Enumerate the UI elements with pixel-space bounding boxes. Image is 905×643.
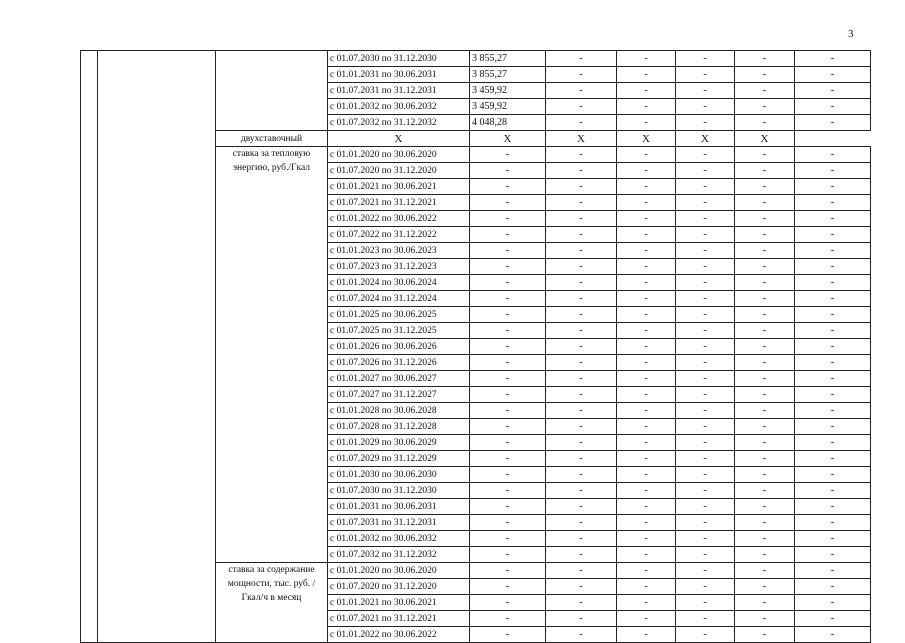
- dash-cell: -: [470, 291, 546, 307]
- dash-cell: -: [795, 291, 871, 307]
- period-cell: с 01.07.2028 по 31.12.2028: [328, 419, 470, 435]
- period-cell: с 01.01.2025 по 30.06.2025: [328, 307, 470, 323]
- blank-col-3: [216, 51, 328, 131]
- dash-cell: -: [676, 627, 735, 643]
- dash-cell: -: [735, 595, 795, 611]
- dash-cell: -: [795, 579, 871, 595]
- dash-cell: -: [795, 259, 871, 275]
- dash-cell: -: [617, 339, 676, 355]
- dash-cell: -: [795, 51, 871, 67]
- dash-cell: -: [546, 611, 617, 627]
- dash-cell: -: [546, 227, 617, 243]
- period-cell: с 01.07.2021 по 31.12.2021: [328, 611, 470, 627]
- period-cell: с 01.01.2023 по 30.06.2023: [328, 243, 470, 259]
- x-cell: X: [546, 131, 617, 147]
- dash-cell: -: [676, 451, 735, 467]
- dash-cell: -: [735, 291, 795, 307]
- dash-cell: -: [546, 563, 617, 579]
- dash-cell: -: [735, 563, 795, 579]
- dash-cell: -: [617, 275, 676, 291]
- dash-cell: -: [676, 99, 735, 115]
- dash-cell: -: [470, 259, 546, 275]
- dash-cell: -: [617, 51, 676, 67]
- dash-cell: -: [617, 147, 676, 163]
- dash-cell: -: [617, 115, 676, 131]
- dash-cell: -: [735, 355, 795, 371]
- dash-cell: -: [735, 483, 795, 499]
- period-cell: с 01.07.2030 по 31.12.2030: [328, 51, 470, 67]
- dash-cell: -: [676, 355, 735, 371]
- period-cell: с 01.07.2032 по 31.12.2032: [328, 547, 470, 563]
- dash-cell: -: [546, 579, 617, 595]
- dash-cell: -: [735, 115, 795, 131]
- dash-cell: -: [735, 419, 795, 435]
- dash-cell: -: [617, 547, 676, 563]
- dash-cell: -: [470, 339, 546, 355]
- dash-cell: -: [676, 179, 735, 195]
- dash-cell: -: [676, 611, 735, 627]
- dash-cell: -: [735, 579, 795, 595]
- dash-cell: -: [676, 307, 735, 323]
- dash-cell: -: [795, 627, 871, 643]
- dash-cell: -: [546, 291, 617, 307]
- two-part-label: двухставочный: [216, 131, 328, 147]
- dash-cell: -: [676, 403, 735, 419]
- dash-cell: -: [617, 307, 676, 323]
- dash-cell: -: [470, 323, 546, 339]
- period-cell: с 01.01.2021 по 30.06.2021: [328, 595, 470, 611]
- dash-cell: -: [735, 83, 795, 99]
- period-cell: с 01.01.2022 по 30.06.2022: [328, 211, 470, 227]
- dash-cell: -: [735, 323, 795, 339]
- period-cell: с 01.07.2025 по 31.12.2025: [328, 323, 470, 339]
- dash-cell: -: [546, 211, 617, 227]
- dash-cell: -: [470, 275, 546, 291]
- dash-cell: -: [546, 547, 617, 563]
- dash-cell: -: [676, 531, 735, 547]
- dash-cell: -: [617, 579, 676, 595]
- dash-cell: -: [676, 67, 735, 83]
- dash-cell: -: [676, 147, 735, 163]
- dash-cell: -: [795, 371, 871, 387]
- dash-cell: -: [546, 627, 617, 643]
- period-cell: с 01.01.2027 по 30.06.2027: [328, 371, 470, 387]
- dash-cell: -: [470, 515, 546, 531]
- dash-cell: -: [676, 83, 735, 99]
- dash-cell: -: [617, 387, 676, 403]
- dash-cell: -: [735, 307, 795, 323]
- x-cell: X: [328, 131, 470, 147]
- dash-cell: -: [546, 339, 617, 355]
- dash-cell: -: [470, 467, 546, 483]
- period-cell: с 01.07.2027 по 31.12.2027: [328, 387, 470, 403]
- dash-cell: -: [795, 355, 871, 371]
- dash-cell: -: [795, 195, 871, 211]
- dash-cell: -: [546, 307, 617, 323]
- dash-cell: -: [735, 51, 795, 67]
- blank-col-1: [81, 51, 98, 643]
- capacity-rate-label: ставка за содержание мощности, тыс. руб. /Гкал/ч в месяц: [216, 563, 328, 643]
- dash-cell: -: [617, 371, 676, 387]
- dash-cell: -: [676, 371, 735, 387]
- x-cell: X: [676, 131, 735, 147]
- dash-cell: -: [735, 547, 795, 563]
- dash-cell: -: [676, 259, 735, 275]
- dash-cell: -: [735, 435, 795, 451]
- dash-cell: -: [795, 323, 871, 339]
- dash-cell: -: [546, 387, 617, 403]
- dash-cell: -: [470, 163, 546, 179]
- dash-cell: -: [735, 195, 795, 211]
- period-cell: с 01.01.2020 по 30.06.2020: [328, 563, 470, 579]
- dash-cell: -: [617, 163, 676, 179]
- dash-cell: -: [795, 531, 871, 547]
- dash-cell: -: [676, 243, 735, 259]
- dash-cell: -: [617, 99, 676, 115]
- period-cell: с 01.07.2031 по 31.12.2031: [328, 83, 470, 99]
- dash-cell: -: [617, 83, 676, 99]
- dash-cell: -: [617, 259, 676, 275]
- dash-cell: -: [470, 147, 546, 163]
- dash-cell: -: [735, 515, 795, 531]
- dash-cell: -: [795, 403, 871, 419]
- dash-cell: -: [546, 99, 617, 115]
- dash-cell: -: [795, 467, 871, 483]
- dash-cell: -: [735, 243, 795, 259]
- dash-cell: -: [735, 627, 795, 643]
- dash-cell: -: [470, 627, 546, 643]
- tariff-value-cell: 3 855,27: [470, 51, 546, 67]
- dash-cell: -: [676, 195, 735, 211]
- dash-cell: -: [617, 563, 676, 579]
- dash-cell: -: [676, 275, 735, 291]
- dash-cell: -: [735, 371, 795, 387]
- period-cell: с 01.01.2032 по 30.06.2032: [328, 99, 470, 115]
- dash-cell: -: [470, 243, 546, 259]
- dash-cell: -: [470, 499, 546, 515]
- dash-cell: -: [795, 419, 871, 435]
- dash-cell: -: [617, 195, 676, 211]
- x-cell: X: [617, 131, 676, 147]
- dash-cell: -: [735, 387, 795, 403]
- period-cell: с 01.01.2021 по 30.06.2021: [328, 179, 470, 195]
- dash-cell: -: [676, 291, 735, 307]
- x-cell: X: [735, 131, 795, 147]
- period-cell: с 01.01.2032 по 30.06.2032: [328, 531, 470, 547]
- dash-cell: -: [470, 563, 546, 579]
- dash-cell: -: [676, 339, 735, 355]
- dash-cell: -: [470, 403, 546, 419]
- dash-cell: -: [546, 483, 617, 499]
- dash-cell: -: [546, 355, 617, 371]
- dash-cell: -: [546, 595, 617, 611]
- dash-cell: -: [735, 259, 795, 275]
- x-cell: X: [470, 131, 546, 147]
- dash-cell: -: [617, 211, 676, 227]
- dash-cell: -: [676, 515, 735, 531]
- dash-cell: -: [470, 227, 546, 243]
- dash-cell: -: [735, 227, 795, 243]
- dash-cell: -: [470, 451, 546, 467]
- dash-cell: -: [617, 419, 676, 435]
- dash-cell: -: [676, 579, 735, 595]
- dash-cell: -: [795, 147, 871, 163]
- period-cell: с 01.07.2020 по 31.12.2020: [328, 163, 470, 179]
- dash-cell: -: [546, 243, 617, 259]
- dash-cell: -: [470, 371, 546, 387]
- dash-cell: -: [676, 51, 735, 67]
- dash-cell: -: [735, 147, 795, 163]
- dash-cell: -: [546, 467, 617, 483]
- dash-cell: -: [470, 531, 546, 547]
- dash-cell: -: [795, 163, 871, 179]
- dash-cell: -: [546, 259, 617, 275]
- tariff-value-cell: 3 459,92: [470, 83, 546, 99]
- dash-cell: -: [795, 179, 871, 195]
- dash-cell: -: [617, 499, 676, 515]
- dash-cell: -: [470, 307, 546, 323]
- dash-cell: -: [470, 595, 546, 611]
- period-cell: с 01.01.2029 по 30.06.2029: [328, 435, 470, 451]
- dash-cell: -: [617, 227, 676, 243]
- dash-cell: -: [676, 499, 735, 515]
- dash-cell: -: [617, 243, 676, 259]
- dash-cell: -: [676, 163, 735, 179]
- dash-cell: -: [795, 499, 871, 515]
- dash-cell: -: [795, 435, 871, 451]
- dash-cell: -: [470, 579, 546, 595]
- period-cell: с 01.01.2024 по 30.06.2024: [328, 275, 470, 291]
- dash-cell: -: [795, 563, 871, 579]
- period-cell: с 01.07.2029 по 31.12.2029: [328, 451, 470, 467]
- period-cell: с 01.01.2031 по 30.06.2031: [328, 67, 470, 83]
- dash-cell: -: [735, 499, 795, 515]
- dash-cell: -: [546, 275, 617, 291]
- dash-cell: -: [617, 355, 676, 371]
- dash-cell: -: [795, 67, 871, 83]
- dash-cell: -: [735, 339, 795, 355]
- dash-cell: -: [795, 595, 871, 611]
- dash-cell: -: [795, 227, 871, 243]
- tariff-value-cell: 4 048,28: [470, 115, 546, 131]
- dash-cell: -: [546, 83, 617, 99]
- dash-cell: -: [795, 99, 871, 115]
- dash-cell: -: [795, 307, 871, 323]
- dash-cell: -: [795, 275, 871, 291]
- dash-cell: -: [617, 435, 676, 451]
- dash-cell: -: [676, 115, 735, 131]
- dash-cell: -: [470, 483, 546, 499]
- dash-cell: -: [546, 163, 617, 179]
- dash-cell: -: [735, 531, 795, 547]
- dash-cell: -: [546, 403, 617, 419]
- dash-cell: -: [735, 451, 795, 467]
- period-cell: с 01.07.2031 по 31.12.2031: [328, 515, 470, 531]
- dash-cell: -: [546, 499, 617, 515]
- dash-cell: -: [676, 227, 735, 243]
- dash-cell: -: [617, 67, 676, 83]
- dash-cell: -: [795, 339, 871, 355]
- dash-cell: -: [546, 195, 617, 211]
- dash-cell: -: [735, 67, 795, 83]
- dash-cell: -: [676, 563, 735, 579]
- dash-cell: -: [617, 515, 676, 531]
- period-cell: с 01.07.2024 по 31.12.2024: [328, 291, 470, 307]
- period-cell: с 01.01.2030 по 30.06.2030: [328, 467, 470, 483]
- dash-cell: -: [795, 115, 871, 131]
- dash-cell: -: [546, 323, 617, 339]
- dash-cell: -: [617, 595, 676, 611]
- tariff-table: [80, 50, 871, 643]
- dash-cell: -: [617, 467, 676, 483]
- dash-cell: -: [470, 547, 546, 563]
- dash-cell: -: [735, 99, 795, 115]
- dash-cell: -: [546, 67, 617, 83]
- dash-cell: -: [546, 515, 617, 531]
- dash-cell: -: [795, 387, 871, 403]
- dash-cell: -: [795, 211, 871, 227]
- dash-cell: -: [795, 483, 871, 499]
- dash-cell: -: [546, 419, 617, 435]
- dash-cell: -: [617, 611, 676, 627]
- dash-cell: -: [546, 179, 617, 195]
- period-cell: с 01.07.2020 по 31.12.2020: [328, 579, 470, 595]
- dash-cell: -: [617, 323, 676, 339]
- dash-cell: -: [546, 531, 617, 547]
- dash-cell: -: [546, 115, 617, 131]
- dash-cell: -: [470, 211, 546, 227]
- period-cell: с 01.07.2032 по 31.12.2032: [328, 115, 470, 131]
- period-cell: с 01.01.2026 по 30.06.2026: [328, 339, 470, 355]
- period-cell: с 01.07.2023 по 31.12.2023: [328, 259, 470, 275]
- dash-cell: -: [617, 179, 676, 195]
- dash-cell: -: [546, 147, 617, 163]
- dash-cell: -: [676, 547, 735, 563]
- period-cell: с 01.07.2021 по 31.12.2021: [328, 195, 470, 211]
- dash-cell: -: [470, 179, 546, 195]
- period-cell: с 01.01.2022 по 30.06.2022: [328, 627, 470, 643]
- dash-cell: -: [470, 195, 546, 211]
- dash-cell: -: [617, 531, 676, 547]
- dash-cell: -: [470, 435, 546, 451]
- dash-cell: -: [676, 419, 735, 435]
- period-cell: с 01.01.2031 по 30.06.2031: [328, 499, 470, 515]
- period-cell: с 01.07.2026 по 31.12.2026: [328, 355, 470, 371]
- dash-cell: -: [617, 291, 676, 307]
- dash-cell: -: [617, 451, 676, 467]
- heat-rate-label: ставка за тепловую энергию, руб./Гкал: [216, 147, 328, 563]
- dash-cell: -: [735, 179, 795, 195]
- dash-cell: -: [795, 83, 871, 99]
- dash-cell: -: [617, 403, 676, 419]
- dash-cell: -: [795, 515, 871, 531]
- period-cell: с 01.01.2028 по 30.06.2028: [328, 403, 470, 419]
- dash-cell: -: [617, 483, 676, 499]
- tariff-value-cell: 3 855,27: [470, 67, 546, 83]
- period-cell: с 01.07.2022 по 31.12.2022: [328, 227, 470, 243]
- dash-cell: -: [735, 611, 795, 627]
- dash-cell: -: [676, 595, 735, 611]
- dash-cell: -: [676, 467, 735, 483]
- dash-cell: -: [470, 611, 546, 627]
- dash-cell: -: [470, 355, 546, 371]
- page-number: 3: [848, 28, 854, 40]
- dash-cell: -: [676, 483, 735, 499]
- dash-cell: -: [735, 467, 795, 483]
- period-cell: с 01.01.2020 по 30.06.2020: [328, 147, 470, 163]
- dash-cell: -: [546, 51, 617, 67]
- dash-cell: -: [470, 387, 546, 403]
- tariff-value-cell: 3 459,92: [470, 99, 546, 115]
- dash-cell: -: [795, 547, 871, 563]
- dash-cell: -: [470, 419, 546, 435]
- dash-cell: -: [676, 323, 735, 339]
- dash-cell: -: [735, 275, 795, 291]
- blank-col-2: [98, 51, 216, 643]
- table-row: [81, 51, 871, 67]
- dash-cell: -: [735, 211, 795, 227]
- dash-cell: -: [546, 371, 617, 387]
- dash-cell: -: [795, 611, 871, 627]
- dash-cell: -: [735, 403, 795, 419]
- dash-cell: -: [795, 243, 871, 259]
- dash-cell: -: [676, 435, 735, 451]
- dash-cell: -: [795, 451, 871, 467]
- period-cell: с 01.07.2030 по 31.12.2030: [328, 483, 470, 499]
- dash-cell: -: [546, 435, 617, 451]
- dash-cell: -: [676, 387, 735, 403]
- dash-cell: -: [546, 451, 617, 467]
- dash-cell: -: [676, 211, 735, 227]
- dash-cell: -: [617, 627, 676, 643]
- dash-cell: -: [735, 163, 795, 179]
- table-body: [81, 51, 871, 643]
